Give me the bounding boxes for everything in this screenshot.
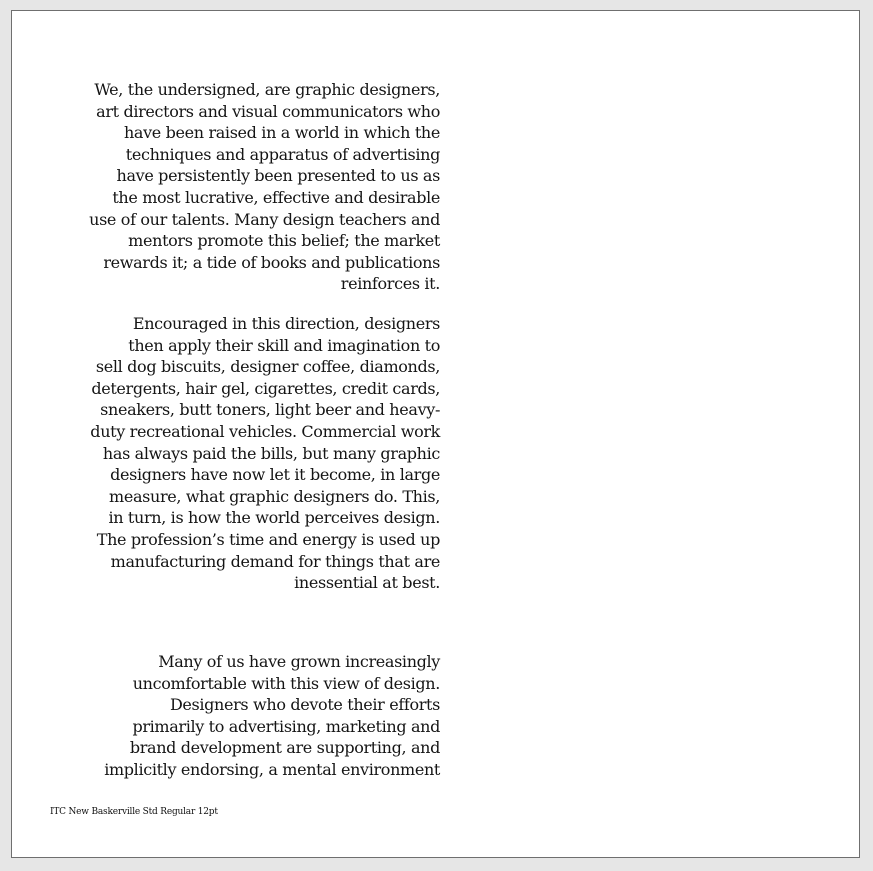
text-line: has always paid the bills, but many graphic xyxy=(102,443,440,463)
text-line: mentors promote this belief; the market xyxy=(128,231,440,251)
text-line: reinforces it. xyxy=(340,274,440,294)
text-line: techniques and apparatus of advertising xyxy=(125,144,440,164)
text-line: sneakers, butt toners, light beer and heavy- xyxy=(100,400,440,420)
text-line: We, the undersigned, are graphic designers, xyxy=(94,80,440,99)
text-line: manufacturing demand for things that are xyxy=(110,551,440,571)
text-line: rewards it; a tide of books and publications xyxy=(103,252,440,272)
text-line: duty recreational vehicles. Commercial work xyxy=(90,421,440,441)
text-line: primarily to advertising, marketing and xyxy=(132,716,440,736)
paragraph-2 xyxy=(76,313,440,594)
text-line: Encouraged in this direction, designers xyxy=(132,314,440,333)
text-line: have been raised in a world in which the xyxy=(123,123,440,143)
text-line: uncomfortable with this view of design. xyxy=(132,673,440,693)
text-line: Many of us have grown increasingly xyxy=(158,652,440,671)
text-line: brand development are supporting, and xyxy=(129,738,440,758)
text-line: use of our talents. Many design teachers and xyxy=(89,209,440,229)
text-line: designers have now let it become, in large xyxy=(110,465,440,485)
text-line: measure, what graphic designers do. This, xyxy=(109,486,440,506)
text-line: sell dog biscuits, designer coffee, diamonds, xyxy=(95,357,440,377)
text-line: in turn, is how the world perceives design. xyxy=(108,508,440,528)
text-line: inessential at best. xyxy=(294,573,440,593)
paragraph-3 xyxy=(76,651,440,781)
paragraph-1 xyxy=(76,79,440,295)
text-line: art directors and visual communicators who xyxy=(96,101,440,121)
text-line: The profession’s time and energy is used up xyxy=(96,529,440,549)
text-line: implicitly endorsing, a mental environment xyxy=(104,759,440,779)
text-line: Designers who devote their efforts xyxy=(169,695,440,715)
font-caption: ITC New Baskerville Std Regular 12pt xyxy=(50,807,218,817)
document-page xyxy=(11,10,860,858)
text-line: have persistently been presented to us as xyxy=(116,166,440,186)
text-line: then apply their skill and imagination to xyxy=(128,335,440,355)
text-line: the most lucrative, effective and desirable xyxy=(112,187,440,207)
text-line: detergents, hair gel, cigarettes, credit cards, xyxy=(91,378,440,398)
